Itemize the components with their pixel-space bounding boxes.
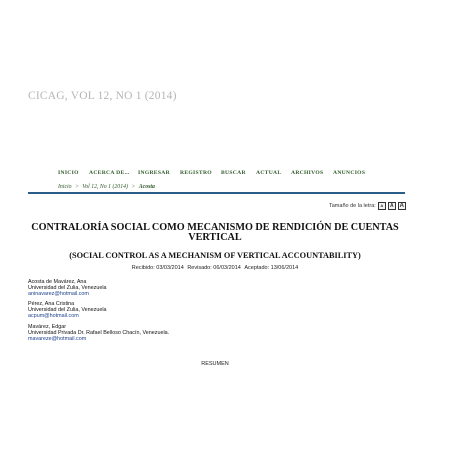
author-block	[28, 301, 107, 320]
font-medium-button[interactable]: A	[388, 202, 396, 210]
nav-item-acerca[interactable]: ACERCA DE...	[89, 170, 130, 176]
author-email[interactable]: aninavarez@hotmail.com	[28, 291, 89, 298]
abstract-heading: RESUMEN	[201, 361, 229, 367]
article-dates	[30, 265, 400, 271]
breadcrumb-separator: >	[131, 184, 136, 190]
nav-item-archivos[interactable]: ARCHIVOS	[291, 170, 324, 176]
author-block	[28, 279, 107, 298]
author-email[interactable]: acpum@hotmail.com	[28, 313, 79, 320]
author-name: Pérez, Ana Cristina	[28, 301, 75, 307]
font-large-button[interactable]: A	[399, 203, 404, 209]
author-name: Mavárez, Edgar	[28, 324, 67, 330]
font-size-label: Tamaño de la letra:	[329, 203, 376, 209]
article-subtitle: (SOCIAL CONTROL AS A MECHANISM OF VERTICAL ACCOUNTABILITY)	[69, 251, 361, 260]
main-navigation	[58, 170, 373, 176]
nav-item-ingresar[interactable]: INGRESAR	[138, 170, 170, 176]
breadcrumb	[58, 184, 155, 190]
author-affiliation: Universidad del Zulia, Venezuela	[28, 307, 107, 314]
nav-item-registro[interactable]: REGISTRO	[180, 170, 212, 176]
author-block	[28, 324, 169, 343]
nav-item-inicio[interactable]: INICIO	[58, 170, 79, 176]
breadcrumb-separator: >	[74, 184, 79, 190]
breadcrumb-home[interactable]: Inicio	[58, 184, 72, 190]
font-size-control	[329, 202, 406, 210]
revised-date: Revisado: 06/03/2014	[187, 265, 241, 271]
accepted-date: Aceptado: 13/06/2014	[244, 265, 299, 271]
article-title: CONTRALORÍA SOCIAL COMO MECANISMO DE RENDICIÓN DE CUENTAS VERTICAL	[31, 222, 399, 243]
font-small-button[interactable]: A	[378, 202, 386, 210]
received-date: Recibido: 03/03/2014	[131, 265, 184, 271]
nav-item-anuncios[interactable]: ANUNCIOS	[333, 170, 366, 176]
journal-title: CICAG, VOL 12, NO 1 (2014)	[28, 90, 177, 102]
nav-item-buscar[interactable]: BUSCAR	[221, 170, 246, 176]
author-affiliation: Universidad Privada Dr. Rafael Belloso Chacín, Venezuela.	[28, 330, 170, 337]
breadcrumb-current[interactable]: Acosta	[138, 184, 155, 190]
nav-item-actual[interactable]: ACTUAL	[256, 170, 282, 176]
author-email[interactable]: mavareze@hotmail.com	[28, 336, 87, 343]
author-affiliation: Universidad del Zulia, Venezuela	[28, 285, 107, 292]
header-divider	[28, 192, 405, 194]
author-name: Acosta de Mavárez, Ana	[28, 279, 87, 285]
breadcrumb-issue[interactable]: Vol 12, No 1 (2014)	[82, 184, 128, 190]
